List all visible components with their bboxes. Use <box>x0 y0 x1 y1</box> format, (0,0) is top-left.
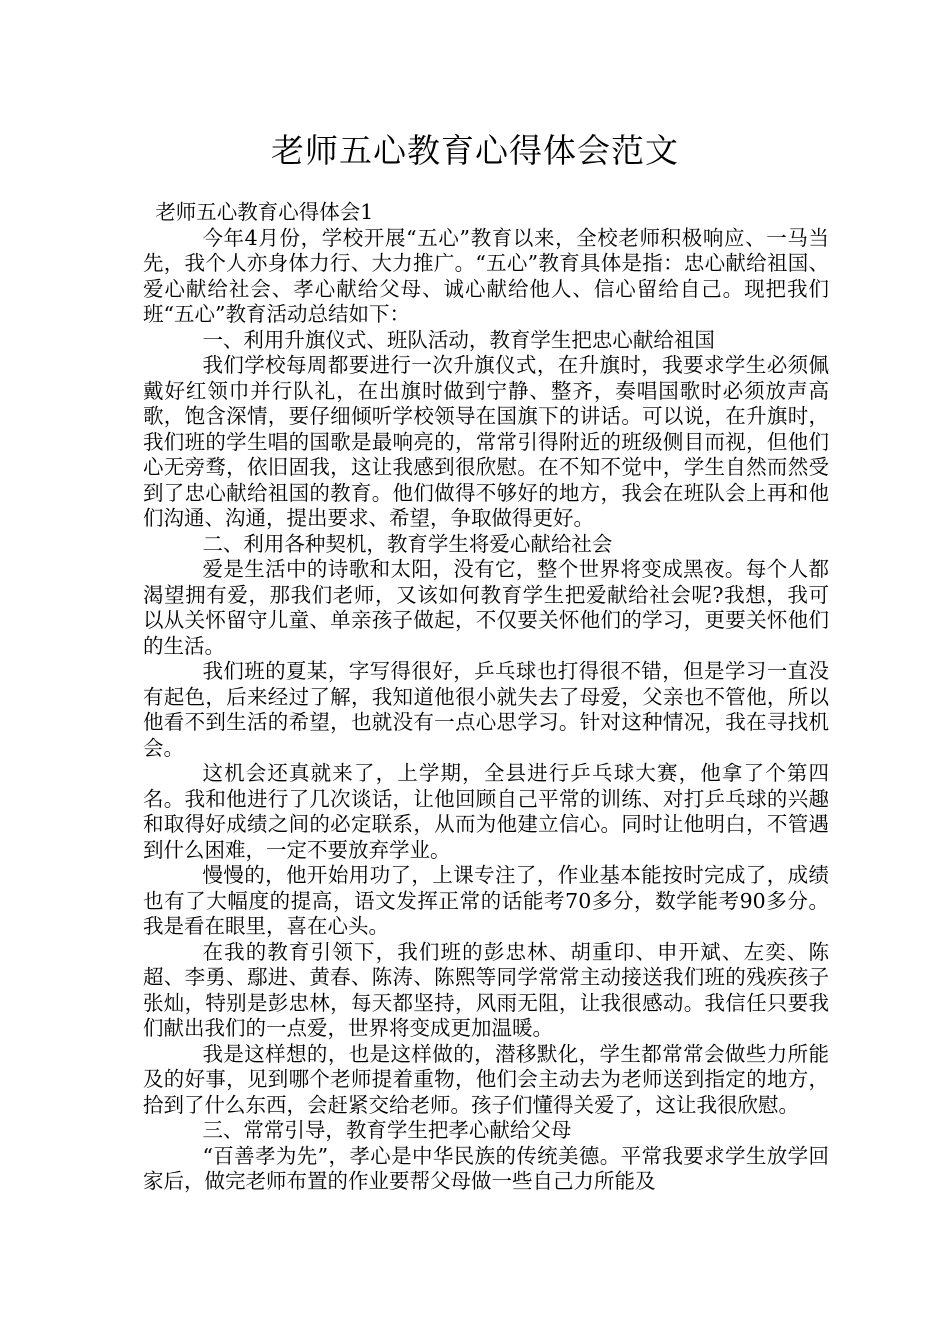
heading-loyalty: 一、利用升旗仪式、班队活动，教育学生把忠心献给祖国 <box>202 327 715 352</box>
paragraph-flag-ceremony: 我们学校每周都要进行一次升旗仪式，在升旗时，我要求学生必须佩戴好红领巾并行队礼，在出旗时做到宁静、整齐，奏唱国歌时必须放声高歌，饱含深情，要仔细倾听学校领导在国旗下的讲话。可以说，在升旗时，我们班的学生唱的国歌是最响亮的，常常引得附近的班级侧目而视，但他们心无旁骛，依旧固我，这让我感到很欣慰。在不知不觉中，学生自然而然受到了忠心献给祖国的教育。他们做得不够好的地方，我会在班队会上再和他们沟通、沟通，提出要求、希望，争取做得更好。 <box>143 353 829 530</box>
paragraph-good-deeds: 我是这样想的，也是这样做的，潜移默化，学生都常常会做些力所能及的好事，见到哪个老师提着重物，他们会主动去为老师送到指定的地方，拾到了什么东西，会赶紧交给老师。孩子们懂得关爱了，这让我很欣慰。 <box>143 1041 829 1117</box>
paragraph-student-xia: 我们班的夏某，字写得很好，乒乓球也打得很不错，但是学习一直没有起色，后来经过了解，我知道他很小就失去了母爱，父亲也不管他，所以他看不到生活的希望，也就没有一点心思学习。针对这种情况，我在寻找机会。 <box>143 659 829 760</box>
paragraph-love-poem: 爱是生活中的诗歌和太阳，没有它，整个世界将变成黑夜。每个人都渴望拥有爱，那我们老师，又该如何教育学生把爱献给社会呢?我想，我可以从关怀留守儿童、单亲孩子做起，不仅要关怀他们的学习，更要关怀他们的生活。 <box>143 557 829 658</box>
paragraph-filial-piety: “百善孝为先”，孝心是中华民族的传统美德。平常我要求学生放学回家后，做完老师布置的作业要帮父母做一些自己力所能及 <box>143 1143 829 1193</box>
paragraph-intro: 今年4月份，学校开展“五心”教育以来，全校老师积极响应、一马当先，我个人亦身体力行、大力推广。“五心”教育具体是指：忠心献给祖国、爱心献给社会、孝心献给父母、诚心献给他人、信心留给自己。现把我们班“五心”教育活动总结如下： <box>143 225 829 326</box>
paragraph-table-tennis: 这机会还真就来了，上学期，全县进行乒乓球大赛，他拿了个第四名。我和他进行了几次谈话，让他回顾自己平常的训练、对打乒乓球的兴趣和取得好成绩之间的必定联系，从而为他建立信心。同时让他明白，不管遇到什么困难，一定不要放弃学业。 <box>143 761 829 862</box>
document-title: 老师五心教育心得体会范文 <box>271 131 679 170</box>
document-body <box>143 200 829 1195</box>
paragraph-progress: 慢慢的，他开始用功了，上课专注了，作业基本能按时完成了，成绩也有了大幅度的提高，语文发挥正常的话能考70多分，数学能考90多分。我是看在眼里，喜在心头。 <box>143 863 829 938</box>
heading-filial-piety: 三、常常引导，教育学生把孝心献给父母 <box>202 1118 572 1142</box>
heading-love: 二、利用各种契机，教育学生将爱心献给社会 <box>202 531 613 556</box>
section-subtitle: 老师五心教育心得体会1 <box>155 200 374 224</box>
paragraph-classmates: 在我的教育引领下，我们班的彭忠林、胡重印、申开斌、左奕、陈超、李勇、鄢进、黄春、陈涛、陈熙等同学常常主动接送我们班的残疾孩子张灿，特别是彭忠林，每天都坚持，风雨无阻，让我很感动。我信任只要我们献出我们的一点爱，世界将变成更加温暖。 <box>143 939 829 1040</box>
